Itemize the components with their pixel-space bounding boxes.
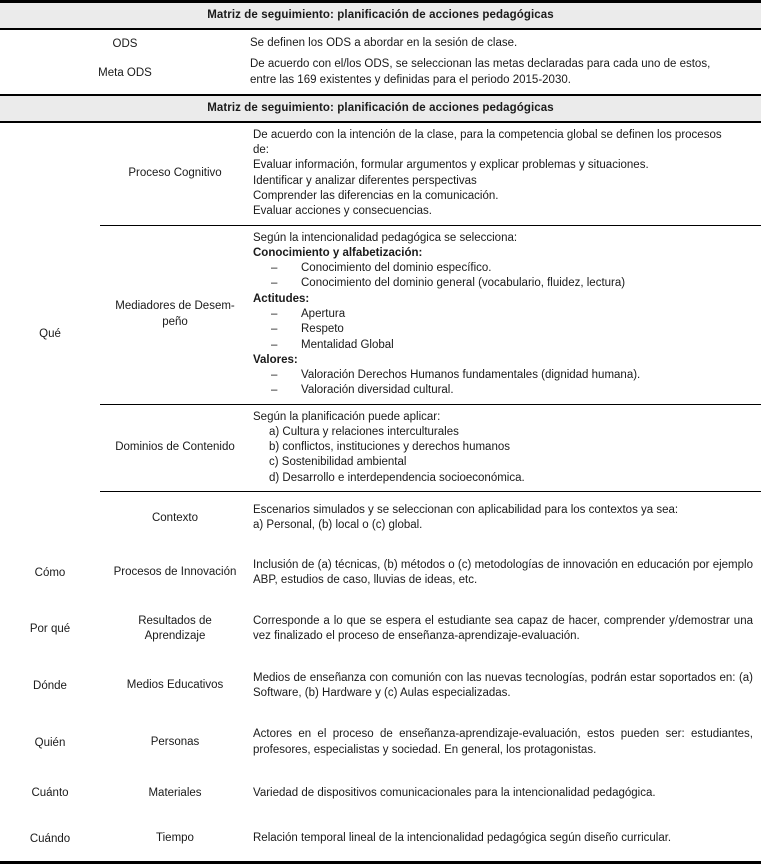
list-item <box>253 307 753 322</box>
list-item <box>253 276 753 291</box>
group-list-actitudes <box>253 307 753 353</box>
row-label-proceso-cognitivo: Proceso Cognitivo <box>128 166 222 179</box>
question-label-por-que: Por qué <box>29 623 71 636</box>
dash-icon: – <box>271 262 278 275</box>
ods-description-line: Se definen los ODS a abordar en la sesión de clase. <box>250 37 518 49</box>
list-item-text: Conocimiento del dominio específico. <box>301 262 492 275</box>
meta-ods-description-line: entre las 169 existentes y definidas para el periodo 2015-2030. <box>250 73 571 86</box>
question-label-como: Cómo <box>34 566 66 579</box>
meta-ods-label: Meta ODS <box>98 66 152 79</box>
group-heading-actitudes: Actitudes: <box>253 292 310 305</box>
list-item <box>253 322 753 337</box>
row-description-contexto <box>250 498 761 539</box>
row-label-line: Resultados de <box>138 614 212 627</box>
row-description-procesos-innovacion: Inclusión de (a) técnicas, (b) métodos o (c) metodologías de innovación en educación por ejemplo ABP, estudios de caso, lluvias de ideas, etc. <box>253 558 753 586</box>
list-item-text: Apertura <box>301 307 346 320</box>
dash-icon: – <box>271 323 278 336</box>
row-label-line: Aprendizaje <box>144 630 206 643</box>
list-item-text: Mentalidad Global <box>301 338 394 351</box>
row-label-line: peño <box>162 315 188 328</box>
list-item-text: Conocimiento del dominio general (vocabulario, fluidez, lectura) <box>301 277 626 290</box>
group-list-valores <box>253 368 753 399</box>
table-row-dominios-contenido <box>100 405 761 491</box>
table-row-meta-ods <box>0 53 761 94</box>
row-label-contexto: Contexto <box>151 511 199 524</box>
table-row-procesos-innovacion <box>0 545 761 602</box>
list-item: c) Sostenibilidad ambiental <box>269 456 407 469</box>
table-header-band-2: Matriz de seguimiento: planificación de acciones pedagógicas <box>0 94 761 123</box>
table-row-tiempo <box>0 816 761 861</box>
row-description-tiempo: Relación temporal lineal de la intencionalidad pedagógica según diseño curricular. <box>253 832 672 845</box>
ods-section <box>0 30 761 94</box>
group-heading-valores: Valores: <box>253 353 298 366</box>
row-description-proceso-cognitivo <box>250 123 761 225</box>
list-item <box>253 368 753 383</box>
question-label-que: Qué <box>39 327 61 340</box>
list-item: d) Desarrollo e interdependencia socioeconómica. <box>269 471 525 484</box>
ods-description <box>250 36 761 51</box>
list-item-text: Valoración Derechos Humanos fundamentales (dignidad humana). <box>301 369 641 382</box>
dash-icon: – <box>271 384 278 397</box>
group-list-conocimiento <box>253 261 753 292</box>
description-line: de: <box>253 144 269 157</box>
question-label-cuando: Cuándo <box>29 832 71 845</box>
dash-icon: – <box>271 369 278 382</box>
dash-icon: – <box>271 277 278 290</box>
row-description-mediadores-desempeno <box>250 226 761 404</box>
table-row-contexto <box>100 492 761 545</box>
table-row-resultados-aprendizaje <box>0 601 761 658</box>
row-description-resultados-aprendizaje: Corresponde a lo que se espera el estudiante sea capaz de hacer, comprender y/demostrar una vez finalizado el proceso de enseñanza-aprendizaje-evaluación. <box>253 615 753 643</box>
row-description-dominios-contenido <box>250 405 761 491</box>
description-lead: Según la planificación puede aplicar: <box>253 410 441 423</box>
dash-icon: – <box>271 307 278 320</box>
list-item: a) Cultura y relaciones interculturales <box>269 425 459 438</box>
group-heading-conocimiento: Conocimiento y alfabetización: <box>253 246 423 259</box>
list-item <box>253 383 753 398</box>
row-description-personas: Actores en el proceso de enseñanza-aprendizaje-evaluación, estos pueden ser: estudiantes, profesores, especialistas y sociedad. En general, los protagonistas. <box>253 728 753 756</box>
description-lead: Según la intencionalidad pedagógica se selecciona: <box>253 231 518 244</box>
row-description-materiales: Variedad de dispositivos comunicacionales para la intencionalidad pedagógica. <box>253 786 656 799</box>
dash-icon: – <box>271 338 278 351</box>
description-line: Identificar y analizar diferentes perspectivas <box>253 174 477 187</box>
row-label-mediadores-desempeno <box>100 226 250 404</box>
question-label-donde: Dónde <box>33 680 67 692</box>
meta-ods-description-line: De acuerdo con el/los ODS, se seleccionan las metas declaradas para cada uno de estos, <box>250 58 711 71</box>
table-row-proceso-cognitivo <box>100 123 761 225</box>
table-row-personas <box>0 714 761 771</box>
dominios-list <box>253 425 753 486</box>
que-group-body <box>100 123 761 545</box>
description-line: Evaluar acciones y consecuencias. <box>253 205 432 218</box>
list-item <box>253 338 753 353</box>
meta-ods-description <box>250 57 761 88</box>
que-group <box>0 123 761 545</box>
row-label-medios-educativos: Medios Educativos <box>126 679 224 692</box>
row-label-materiales: Materiales <box>148 786 202 799</box>
list-item-text: Respeto <box>301 323 344 336</box>
row-label-line: Mediadores de Desem- <box>115 300 235 313</box>
table-row-medios-educativos <box>0 658 761 715</box>
list-item: b) conflictos, instituciones y derechos humanos <box>269 441 510 454</box>
list-item <box>253 261 753 276</box>
row-label-procesos-innovacion: Procesos de Innovación <box>113 566 237 579</box>
description-line: De acuerdo con la intención de la clase, para la competencia global se definen los procesos <box>253 128 722 141</box>
list-item-text: Valoración diversidad cultural. <box>301 384 454 397</box>
table-row-materiales <box>0 771 761 816</box>
row-label-dominios-contenido: Dominios de Contenido <box>115 441 235 454</box>
ods-label: ODS <box>112 37 138 50</box>
row-label-tiempo: Tiempo <box>156 832 194 844</box>
table-row-ods <box>0 30 761 53</box>
row-label-personas: Personas <box>150 735 200 748</box>
description-line: Evaluar información, formular argumentos y explicar problemas y situaciones. <box>253 159 649 172</box>
row-description-medios-educativos: Medios de enseñanza con comunión con las nuevas tecnologías, podrán estar soportados en: (a) Software, (b) Hardware y (c) Aulas especializadas. <box>253 671 753 699</box>
description-line: Comprender las diferencias en la comunicación. <box>253 189 499 202</box>
table-row-mediadores-desempeno <box>100 226 761 404</box>
description-line: Escenarios simulados y se seleccionan con aplicabilidad para los contextos ya sea: <box>253 504 679 517</box>
table-header-band-1: Matriz de seguimiento: planificación de acciones pedagógicas <box>0 3 761 30</box>
description-line: a) Personal, (b) local o (c) global. <box>253 519 423 532</box>
question-label-cuanto: Cuánto <box>31 787 69 800</box>
row-label-resultados-aprendizaje <box>100 609 250 650</box>
question-label-quien: Quién <box>34 736 66 749</box>
